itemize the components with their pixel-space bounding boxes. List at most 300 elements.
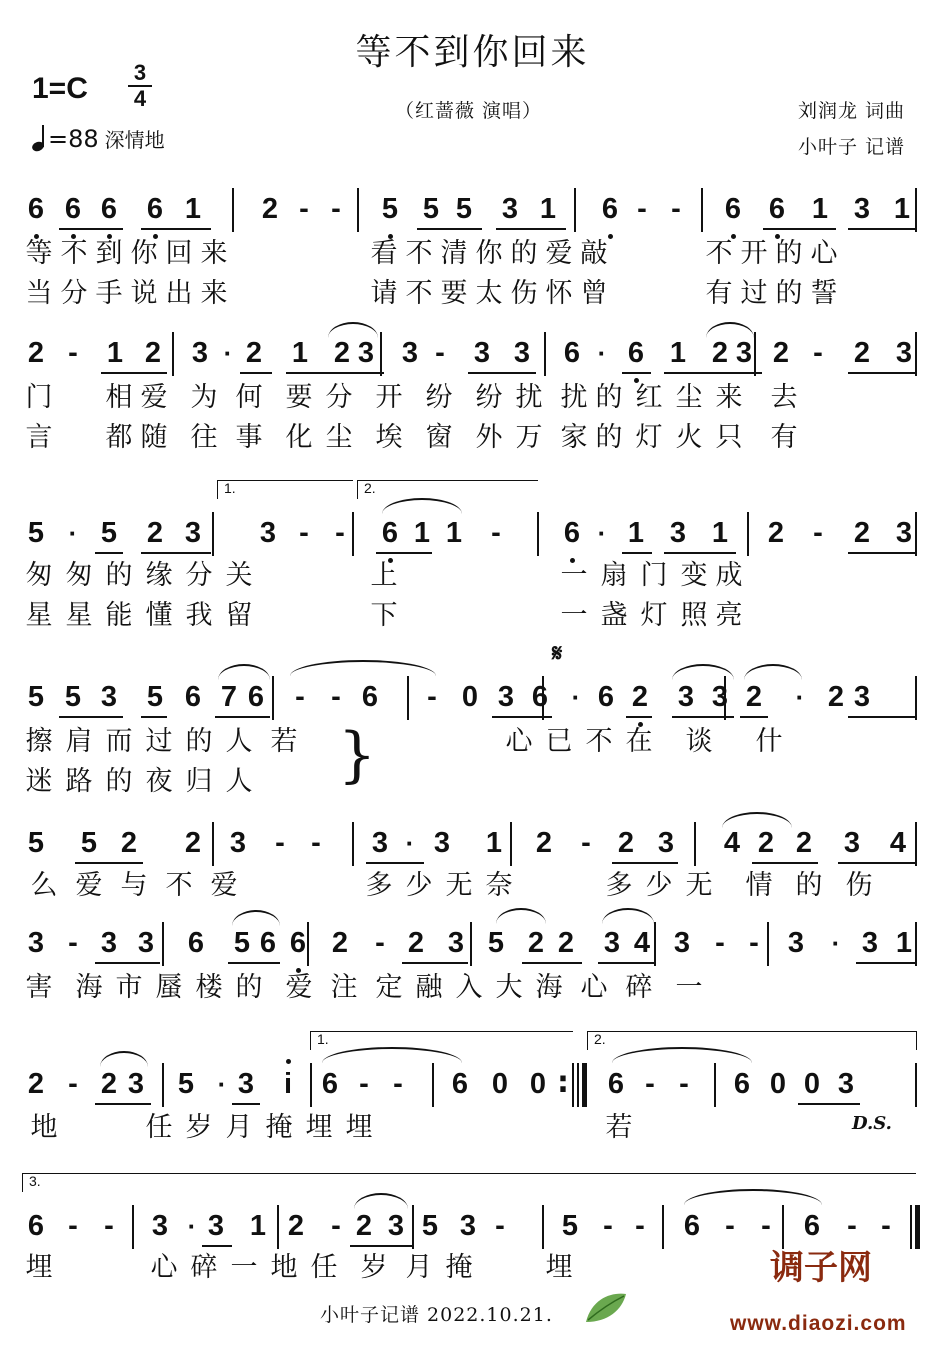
note: 2 <box>795 827 813 859</box>
lyric-char: 家 <box>560 422 588 453</box>
note: 6 <box>601 193 619 225</box>
note: 2 <box>331 927 349 959</box>
tempo-mark <box>32 124 165 153</box>
note: 5 <box>80 827 98 859</box>
barline <box>357 188 359 232</box>
barline <box>544 332 546 376</box>
beam-underline <box>672 716 734 718</box>
note: - <box>427 681 437 713</box>
note: 5 <box>64 681 82 713</box>
beam-underline <box>740 716 768 718</box>
tie-slur <box>328 322 378 338</box>
barline <box>747 512 749 556</box>
lyric-char: 埋 <box>305 1112 333 1143</box>
lyric-char: 亮 <box>715 600 743 631</box>
lyric-char: 纷 <box>475 382 503 413</box>
beam-underline <box>622 372 651 374</box>
volta-label: 1. <box>224 480 236 496</box>
beam-underline <box>598 962 656 964</box>
beam-underline <box>202 1245 232 1247</box>
barline <box>572 1063 574 1107</box>
note: 3 <box>151 1210 169 1242</box>
lyric-char: 事 <box>235 422 263 453</box>
lyric-char: 言 <box>25 422 53 453</box>
lyric-char: 扇 <box>600 560 628 591</box>
lyric-char: 扰 <box>515 382 543 413</box>
time-top: 3 <box>133 60 147 85</box>
staff-row <box>22 480 922 556</box>
staff-row <box>22 1031 922 1107</box>
note: 3 <box>603 927 621 959</box>
lyric-char: 岁 <box>360 1252 388 1283</box>
lyric-char: 一 <box>560 560 588 591</box>
note: 3 <box>895 337 913 369</box>
beam-underline <box>664 372 762 374</box>
barline <box>510 822 512 866</box>
lyric-char: 什 <box>755 726 783 757</box>
note: 1 <box>893 193 911 225</box>
staff-row <box>22 188 922 232</box>
barline <box>212 822 214 866</box>
note: 3 <box>895 517 913 549</box>
tie-slur <box>290 660 436 676</box>
lyric-char: 万 <box>515 422 543 453</box>
note: · <box>405 828 415 858</box>
barline <box>432 1063 434 1107</box>
lyric-char: 开 <box>740 238 768 269</box>
lyric-char: 分 <box>185 560 213 591</box>
lyric-char: 敲 <box>580 238 608 269</box>
beam-underline <box>228 962 280 964</box>
beam-underline <box>286 372 384 374</box>
note: · <box>597 338 607 368</box>
lyric-char: 相 <box>105 382 133 413</box>
tempo-value: =88 <box>48 125 99 153</box>
barline <box>307 922 309 966</box>
note: 2 <box>184 827 202 859</box>
lyric-char: 融 <box>415 972 443 1003</box>
barline <box>407 676 409 720</box>
barline <box>915 332 917 376</box>
note: · <box>571 682 581 712</box>
barline <box>915 676 917 720</box>
note: 6 <box>733 1068 751 1100</box>
lyric-char: 只 <box>715 422 743 453</box>
lyric-char: 伤 <box>845 870 873 901</box>
note: 5 <box>27 517 45 549</box>
lyric-char: 随 <box>140 422 168 453</box>
note: - <box>68 337 78 369</box>
lyric-char: 留 <box>225 600 253 631</box>
tie-slur <box>744 664 802 680</box>
lyric-char: 看 <box>370 238 398 269</box>
note: - <box>671 193 681 225</box>
note: - <box>813 517 823 549</box>
lyric-char: 碎 <box>625 972 653 1003</box>
note: 6 <box>361 681 379 713</box>
note: - <box>715 927 725 959</box>
lyric-char: 手 <box>95 278 123 309</box>
lyric-char: 人 <box>225 766 253 797</box>
lyric-line-1 <box>22 1110 922 1146</box>
transcriber: 小叶子 记谱 <box>797 136 905 158</box>
note: 6 <box>64 193 82 225</box>
beam-underline <box>95 552 123 554</box>
tie-slur <box>496 908 546 924</box>
volta-label: 2. <box>594 1031 606 1047</box>
note: · <box>187 1211 197 1241</box>
note: 2 <box>27 1068 45 1100</box>
beam-underline <box>492 716 552 718</box>
beam-underline <box>622 552 652 554</box>
lyric-char: 碎 <box>190 1252 218 1283</box>
lyric-char: 的 <box>775 238 803 269</box>
barline <box>701 188 703 232</box>
lyric-char: 定 <box>375 972 403 1003</box>
lyric-char: 不 <box>705 238 733 269</box>
lyric-char: 匆 <box>65 560 93 591</box>
lyric-char: 不 <box>405 238 433 269</box>
lyric-char: 与 <box>120 870 148 901</box>
note: 3 <box>837 1068 855 1100</box>
volta-label: 1. <box>317 1031 329 1047</box>
lyric-char: 地 <box>270 1252 298 1283</box>
note: - <box>495 1210 505 1242</box>
note: 6 <box>381 517 399 549</box>
lyric-char: 月 <box>225 1112 253 1143</box>
beam-underline <box>838 862 916 864</box>
lyric-char: 来 <box>200 278 228 309</box>
beam-underline <box>95 962 160 964</box>
end-barline <box>915 1063 917 1107</box>
lyric-char: 不 <box>405 278 433 309</box>
barline <box>412 1205 414 1249</box>
note: 6 <box>768 193 786 225</box>
lyric-char: 少 <box>405 870 433 901</box>
lyric-char: 不 <box>60 238 88 269</box>
barline <box>470 922 472 966</box>
lyric-char: 情 <box>745 870 773 901</box>
lyric-char: 我 <box>185 600 213 631</box>
song-title: 等不到你回来 <box>355 32 590 73</box>
note: - <box>335 517 345 549</box>
note: 2 <box>745 681 763 713</box>
note: 2 <box>853 337 871 369</box>
note: 0 <box>529 1068 547 1100</box>
lyric-line-1 <box>22 724 922 760</box>
beam-underline <box>496 228 566 230</box>
note: 1 <box>106 337 124 369</box>
note: 6 <box>724 193 742 225</box>
volta-label: 2. <box>364 480 376 496</box>
lyric-char: 过 <box>740 278 768 309</box>
ds-mark: D.S. <box>852 1113 892 1134</box>
beam-underline <box>626 716 652 718</box>
beam-underline <box>752 862 818 864</box>
lyric-char: 灯 <box>640 600 668 631</box>
note: 3 <box>433 827 451 859</box>
note: 6 <box>100 193 118 225</box>
lyric-char: 海 <box>535 972 563 1003</box>
lyric-char: 一 <box>675 972 703 1003</box>
lyric-char: 归 <box>185 766 213 797</box>
note: - <box>299 193 309 225</box>
note: - <box>68 1068 78 1100</box>
barline <box>277 1205 279 1249</box>
lyric-char: 不 <box>165 870 193 901</box>
lyric-char: 心 <box>810 238 838 269</box>
lyric-char: 的 <box>185 726 213 757</box>
note: 3 <box>861 927 879 959</box>
note: 5 <box>177 1068 195 1100</box>
note: - <box>68 1210 78 1242</box>
lyric-char: 要 <box>440 278 468 309</box>
note: 5 <box>422 193 440 225</box>
note: 3 <box>127 1068 145 1100</box>
staff-row <box>22 332 922 376</box>
beam-underline <box>848 716 916 718</box>
note: 6 <box>321 1068 339 1100</box>
lyric-char: 任 <box>145 1112 173 1143</box>
lyric-char: 要 <box>285 382 313 413</box>
note: - <box>581 827 591 859</box>
barline <box>542 1205 544 1249</box>
note: 5 <box>455 193 473 225</box>
note: · <box>597 518 607 548</box>
note: 3 <box>677 681 695 713</box>
lyric-char: 无 <box>685 870 713 901</box>
lyric-char: 埃 <box>375 422 403 453</box>
lyric-char: 的 <box>595 382 623 413</box>
lyric-char: 爱 <box>140 382 168 413</box>
note: 3 <box>853 193 871 225</box>
note: 1 <box>811 193 829 225</box>
staff-row <box>22 638 922 720</box>
lyric-char: 伤 <box>510 278 538 309</box>
note: 1 <box>249 1210 267 1242</box>
note: 3 <box>497 681 515 713</box>
note: · <box>795 682 805 712</box>
lyric-char: 地 <box>30 1112 58 1143</box>
lyric-char: 懂 <box>145 600 173 631</box>
lyric-char: 爱 <box>210 870 238 901</box>
note: 1 <box>711 517 729 549</box>
lyric-char: 的 <box>510 238 538 269</box>
note: 6 <box>184 681 202 713</box>
lyric-char: 奈 <box>485 870 513 901</box>
lyric-char: 埋 <box>25 1252 53 1283</box>
beam-underline <box>763 228 836 230</box>
lyric-char: 埋 <box>545 1252 573 1283</box>
lyric-char: 分 <box>325 382 353 413</box>
barline <box>915 922 917 966</box>
note: 6 <box>563 517 581 549</box>
tie-slur <box>354 1193 408 1209</box>
lyric-char: 誓 <box>810 278 838 309</box>
barline <box>654 922 656 966</box>
lyricist-composer: 刘润龙 词曲 <box>797 100 905 122</box>
lyric-char: 月 <box>405 1252 433 1283</box>
note: 4 <box>723 827 741 859</box>
note: 2 <box>100 1068 118 1100</box>
lyric-char: 来 <box>200 238 228 269</box>
lyric-char: 去 <box>770 382 798 413</box>
lyric-char: 灯 <box>635 422 663 453</box>
lyric-char: 迷 <box>25 766 53 797</box>
lyric-char: 曾 <box>580 278 608 309</box>
note: - <box>393 1068 403 1100</box>
lyric-char: 盏 <box>600 600 628 631</box>
note: 0 <box>491 1068 509 1100</box>
lyric-char: 爱 <box>545 238 573 269</box>
beam-underline <box>848 552 916 554</box>
lyric-char: 星 <box>65 600 93 631</box>
expression: 深情地 <box>104 128 165 152</box>
lyric-char: 扰 <box>560 382 588 413</box>
lyric-char: 请 <box>370 278 398 309</box>
beam-underline <box>522 962 582 964</box>
note: - <box>331 1210 341 1242</box>
note: 2 <box>535 827 553 859</box>
watermark-url: www.diaozi.com <box>730 1312 907 1335</box>
note: · <box>831 928 841 958</box>
beam-underline <box>95 1103 151 1105</box>
note: 3 <box>787 927 805 959</box>
lyric-line-1 <box>22 970 922 1006</box>
lyric-char: 掩 <box>445 1252 473 1283</box>
note: 1 <box>184 193 202 225</box>
note: 2 <box>355 1210 373 1242</box>
lyric-char: 爱 <box>285 972 313 1003</box>
barline <box>380 332 382 376</box>
lyric-char: 多 <box>605 870 633 901</box>
note: 1 <box>669 337 687 369</box>
note: 3 <box>401 337 419 369</box>
lyric-char: 太 <box>475 278 503 309</box>
lyric-char: 么 <box>30 870 58 901</box>
note: 6 <box>563 337 581 369</box>
lyric-char: 都 <box>105 422 133 453</box>
lyric-char: 擦 <box>25 726 53 757</box>
barline <box>574 188 576 232</box>
note: 2 <box>261 193 279 225</box>
key-signature: 1=C <box>32 72 88 105</box>
beam-underline <box>75 862 143 864</box>
note: - <box>847 1210 857 1242</box>
note: 5 <box>233 927 251 959</box>
note: 2 <box>407 927 425 959</box>
lyric-char: 火 <box>675 422 703 453</box>
note: 3 <box>191 337 209 369</box>
note: 6 <box>683 1210 701 1242</box>
beam-underline <box>856 962 916 964</box>
note: 2 <box>144 337 162 369</box>
lyric-char: 任 <box>310 1252 338 1283</box>
note: - <box>637 193 647 225</box>
lyric-char: 开 <box>375 382 403 413</box>
barline <box>272 676 274 720</box>
note: - <box>331 193 341 225</box>
lyric-char: 门 <box>640 560 668 591</box>
lyric-char: 来 <box>715 382 743 413</box>
lyric-line-1 <box>22 236 922 272</box>
note: 2 <box>617 827 635 859</box>
note: 6 <box>607 1068 625 1100</box>
note: - <box>295 681 305 713</box>
final-barline <box>910 1205 912 1249</box>
lyric-char: 害 <box>25 972 53 1003</box>
lyric-char: 一 <box>230 1252 258 1283</box>
lyric-line-2 <box>22 598 922 634</box>
lyric-char: 门 <box>25 382 53 413</box>
note: 1 <box>485 827 503 859</box>
note: 2 <box>557 927 575 959</box>
high-octave-dot <box>286 1059 291 1064</box>
lyric-char: 掩 <box>265 1112 293 1143</box>
note: 1 <box>291 337 309 369</box>
note: 6 <box>803 1210 821 1242</box>
barline <box>714 1063 716 1107</box>
note: 2 <box>120 827 138 859</box>
note: - <box>375 927 385 959</box>
lyric-char: 夜 <box>145 766 173 797</box>
lyric-char: 大 <box>495 972 523 1003</box>
note: 6 <box>146 193 164 225</box>
note: - <box>679 1068 689 1100</box>
lyric-char: 少 <box>645 870 673 901</box>
barline <box>694 822 696 866</box>
barline <box>172 332 174 376</box>
note: 2 <box>27 337 45 369</box>
lyric-brace: } <box>338 720 377 790</box>
beam-underline <box>468 372 536 374</box>
beam-underline <box>59 228 123 230</box>
note: - <box>104 1210 114 1242</box>
barline <box>352 822 354 866</box>
lyric-char: 一 <box>560 600 588 631</box>
note: 6 <box>247 681 265 713</box>
lyric-char: 的 <box>795 870 823 901</box>
barline <box>542 676 544 720</box>
lyric-char: 怀 <box>545 278 573 309</box>
note: - <box>68 927 78 959</box>
lyric-char: 而 <box>105 726 133 757</box>
note: - <box>331 681 341 713</box>
lyric-char: 说 <box>130 278 158 309</box>
note: 5 <box>100 517 118 549</box>
note: 3 <box>473 337 491 369</box>
beam-underline <box>366 862 424 864</box>
tie-slur <box>382 498 462 514</box>
note: i <box>283 1068 293 1100</box>
note: 6 <box>27 1210 45 1242</box>
note: - <box>813 337 823 369</box>
beam-underline <box>59 716 123 718</box>
beam-underline <box>240 372 272 374</box>
lyric-char: 等 <box>25 238 53 269</box>
note: 6 <box>27 193 45 225</box>
beam-underline <box>215 716 270 718</box>
lyric-char: 缘 <box>145 560 173 591</box>
note: 0 <box>769 1068 787 1100</box>
lyric-char: 成 <box>715 560 743 591</box>
lyric-char: 到 <box>95 238 123 269</box>
note: 3 <box>137 927 155 959</box>
note: 2 <box>767 517 785 549</box>
watermark-logo: 调子网 <box>770 1248 872 1288</box>
lyric-char: 当 <box>25 278 53 309</box>
repeat-barline <box>577 1063 579 1107</box>
